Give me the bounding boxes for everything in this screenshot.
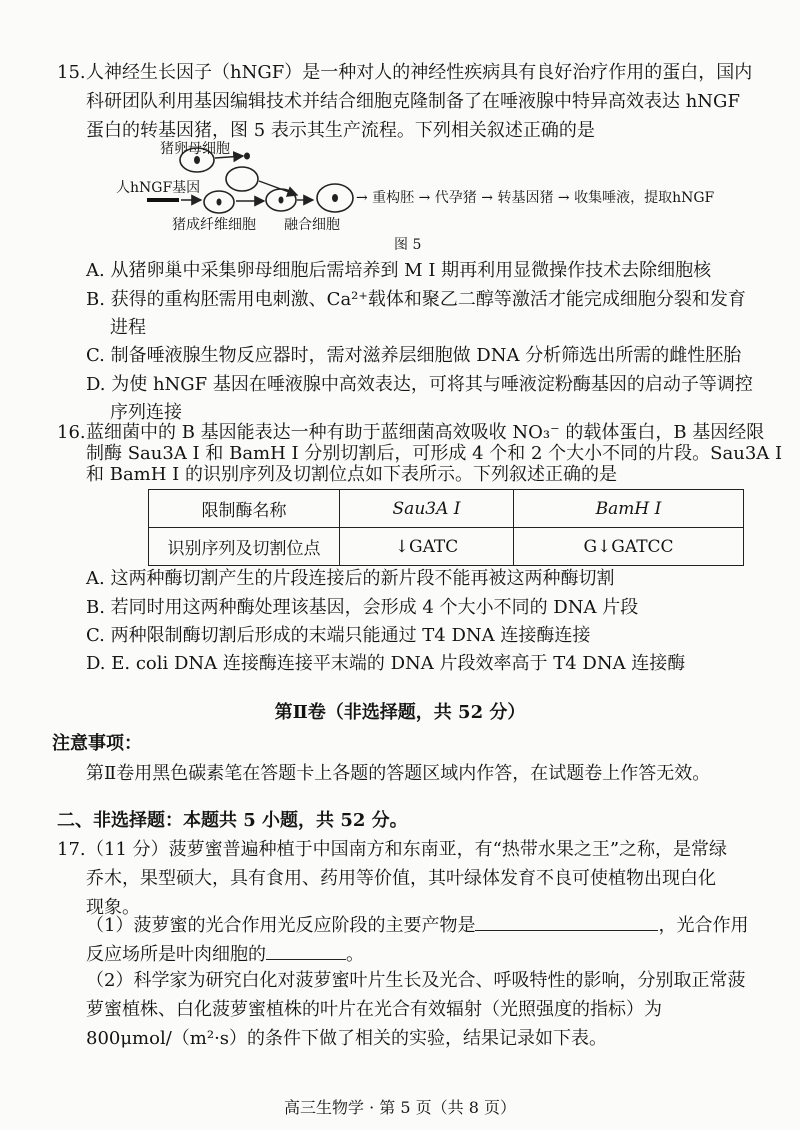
oocyte-label: 猪卵母细胞 [160,141,230,157]
enucleated-oocyte [226,167,258,191]
q17-part2-line3: 800μmol/（m²·s）的条件下做了相关的实验，结果记录如下表。 [86,1028,608,1049]
fused-nucleus [332,194,338,202]
fused-cell-label: 融合细胞 [284,217,340,233]
table-cell: ↓GATC [340,528,514,566]
removed-nucleus [244,153,250,160]
q15-option-b: B. 获得的重构胚需用电刺激、Ca²⁺载体和聚乙二醇等激活才能完成细胞分裂和发育 [86,289,746,310]
table-row [149,490,744,528]
q15-stem-line1: 人神经生长因子（hNGF）是一种对人的神经性疾病具有良好治疗作用的蛋白，国内 [86,62,753,83]
table-row [149,528,744,566]
q17-stem-line1: （11 分）菠萝蜜普遍种植于中国南方和东南亚，有“热带水果之王”之称，是常绿 [86,839,728,860]
q17-part1-text-a: （1）菠萝蜜的光合作用光反应阶段的主要产物是 [86,915,476,936]
q15-option-b-cont: 进程 [110,317,146,338]
notice-text: 第Ⅱ卷用黑色碳素笔在答题卡上各题的答题区域内作答，在试题卷上作答无效。 [86,763,711,784]
q17-part1-text-b: ，光合作用 [658,915,749,936]
q17-part2-line2: 萝蜜植株、白化菠萝蜜植株的叶片在光合有效辐射（光照强度的指标）为 [86,999,662,1020]
fibroblast-nucleus [217,199,222,206]
q17-stem-line3: 现象。 [86,897,140,918]
q17-stem-line2: 乔木，果型硕大，具有食用、药用等价值，其叶绿体发育不良可使植物出现白化 [86,868,716,889]
figure-caption: 图 5 [394,237,422,253]
q15-option-a: A. 从猪卵巢中采集卵母细胞后需培养到 M Ⅰ 期再利用显微操作技术去除细胞核 [86,260,712,281]
answer-blank-site[interactable] [266,939,346,960]
q16-option-c: C. 两种限制酶切割后形成的末端只能通过 T4 DNA 连接酶连接 [86,625,591,646]
q15-stem-line3: 蛋白的转基因猪，图 5 表示其生产流程。下列相关叙述正确的是 [86,120,595,141]
q17-number: 17. [57,839,86,860]
table-header-cell: Sau3A Ⅰ [340,490,514,528]
table-cell: 识别序列及切割位点 [149,528,340,566]
table-cell: G↓GATCC [514,528,744,566]
q15-option-c: C. 制备唾液腺生物反应器时，需对滋养层细胞做 DNA 分析筛选出所需的雌性胚胎 [86,345,742,366]
part-2-heading: 二、非选择题：本题共 5 小题，共 52 分。 [57,810,408,831]
q16-option-d: D. E. coli DNA 连接酶连接平末端的 DNA 片段效率高于 T4 DNA 连接酶 [86,653,686,674]
q17-part1-text-d: 。 [346,944,364,965]
q15-option-d: D. 为使 hNGF 基因在唾液腺中高效表达，可将其与唾液淀粉酶基因的启动子等调控 [86,374,753,395]
process-chain: → 重构胚 → 代孕猪 → 转基因猪 → 收集唾液，提取hNGF [356,190,715,206]
hngf-gene-label: 人hNGF基因 [116,180,201,196]
answer-blank-products[interactable] [475,910,658,931]
q16-number: 16. [57,422,86,443]
hngf-gene-bar [147,198,179,202]
q16-option-a: A. 这两种酶切割产生的片段连接后的新片段不能再被这两种酶切割 [86,568,615,589]
q17-part1-line1 [86,910,748,939]
transgenic-nucleus [279,197,284,204]
enzyme-table [148,489,744,566]
q15-option-d-cont: 序列连接 [110,402,182,423]
q17-part2-line1: （2）科学家为研究白化对菠萝蜜叶片生长及光合、呼吸特性的影响，分别取正常菠 [86,970,746,991]
fibroblast-label: 猪成纤维细胞 [172,217,256,233]
q17-part1-line2 [86,939,364,968]
section-2-title: 第Ⅱ卷（非选择题，共 52 分） [274,702,526,723]
q15-number: 15. [57,62,86,83]
table-header-cell: 限制酶名称 [149,490,340,528]
notice-heading: 注意事项： [52,733,142,754]
q16-option-b: B. 若同时用这两种酶处理该基因，会形成 4 个大小不同的 DNA 片段 [86,597,639,618]
q17-part1-text-c: 反应场所是叶肉细胞的 [86,944,266,965]
q15-stem-line2: 科研团队利用基因编辑技术并结合细胞克隆制备了在唾液腺中特异高效表达 hNGF [86,91,740,112]
page-footer: 高三生物学 · 第 5 页（共 8 页） [284,1098,516,1117]
table-header-cell: BamH Ⅰ [514,490,744,528]
enucleated-to-fusion-arrow [259,181,297,195]
q16-stem-line3: 和 BamH Ⅰ 的识别序列及切割位点如下表所示。下列叙述正确的是 [86,464,617,485]
q16-stem-line2: 制酶 Sau3A Ⅰ 和 BamH Ⅰ 分别切割后，可形成 4 个和 2 个大小不同的片段。Sau3A Ⅰ [86,443,783,464]
q16-stem-line1: 蓝细菌中的 B 基因能表达一种有助于蓝细菌高效吸收 NO₃⁻ 的载体蛋白，B 基因经限 [86,422,765,443]
